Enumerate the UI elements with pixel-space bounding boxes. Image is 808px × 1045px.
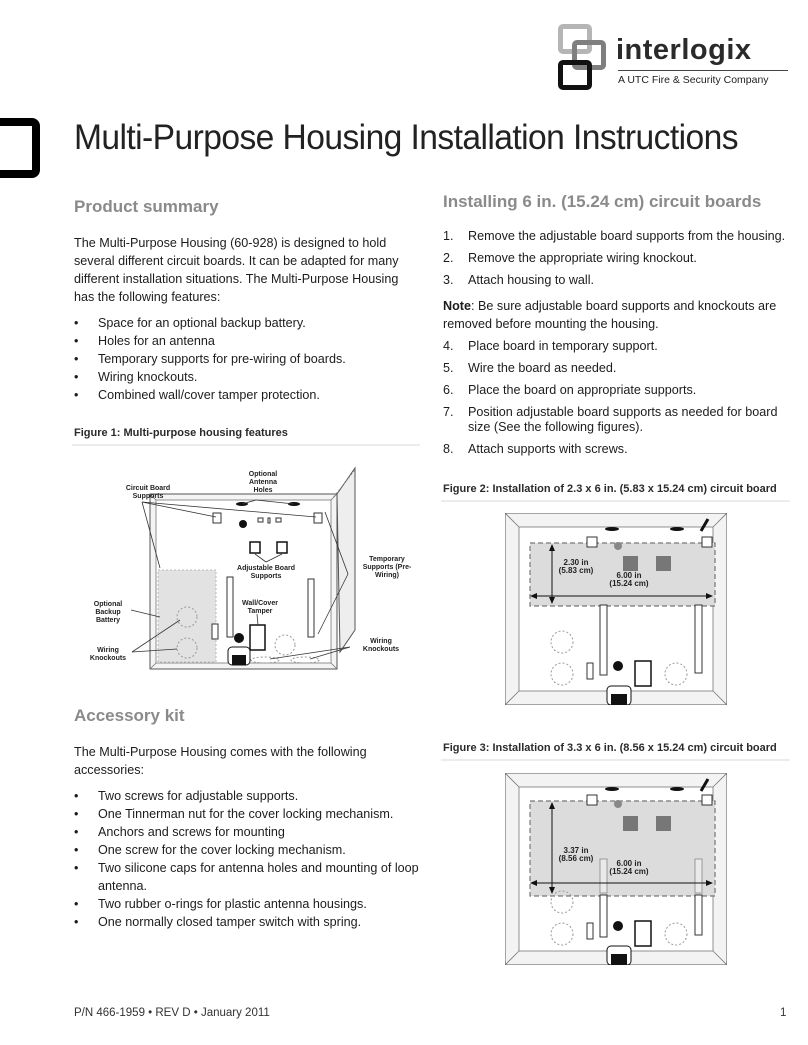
accessory-item: • Two rubber o-rings for plastic antenna housings. (74, 895, 424, 913)
svg-text:Antenna: Antenna (249, 479, 277, 486)
install-step: 5. Wire the board as needed. (443, 361, 617, 375)
accessory-item: • One normally closed tamper switch with spring. (74, 913, 424, 931)
logo-brand: interlogix (616, 34, 752, 66)
figure3-height-in: 3.37 in (563, 846, 589, 855)
note-text: : Be sure adjustable board supports and knockouts are removed before mounting the housing. (443, 299, 777, 331)
label-antenna-holes: Optional (248, 471, 278, 478)
label-backup-battery: Optional (93, 601, 123, 608)
figure1-housing-diagram (70, 462, 430, 677)
label-wiring-knockouts-right: Wiring (370, 638, 392, 645)
figure2-caption: Figure 2: Installation of 2.3 x 6 in. (5.83 x 15.24 cm) circuit board (443, 483, 777, 495)
feature-item: • Holes for an antenna (74, 332, 422, 350)
figure2-caption-rule (441, 500, 790, 502)
feature-item: • Temporary supports for pre-wiring of boards. (74, 350, 422, 368)
install-step: 4. Place board in temporary support. (443, 339, 658, 353)
install-step: 2. Remove the appropriate wiring knockout. (443, 251, 697, 265)
accessory-item: • One screw for the cover locking mechanism. (74, 841, 424, 859)
figure3-caption: Figure 3: Installation of 3.3 x 6 in. (8.56 x 15.24 cm) circuit board (443, 742, 777, 754)
accessory-item: • Anchors and screws for mounting (74, 823, 424, 841)
figure3-caption-rule (441, 759, 790, 761)
svg-text:Backup: Backup (95, 609, 121, 616)
figure1-caption: Figure 1: Multi-purpose housing features (74, 427, 288, 439)
install-step: 7. Position adjustable board supports as needed for board size (See the following figures). (443, 405, 778, 434)
install-step: 3. Attach housing to wall. (443, 273, 595, 287)
note-label: Note (443, 299, 471, 313)
svg-text:Tamper: Tamper (247, 608, 273, 615)
product-summary-intro: The Multi-Purpose Housing (60-928) is designed to hold several different circuit boards. It can be adapted for many different installation situations. The Multi-Purpose Housing has the following features: (74, 236, 399, 304)
figure3-width-in: 6.00 in (616, 859, 642, 868)
svg-text:Supports: Supports (250, 573, 282, 580)
install-steps-list-b (443, 339, 788, 464)
install-step: 6. Place the board on appropriate supports. (443, 383, 697, 397)
svg-text:Wiring): Wiring) (374, 572, 400, 579)
accessory-list (74, 787, 424, 931)
svg-text:Supports (Pre-: Supports (Pre- (362, 564, 412, 571)
label-wall-cover-tamper: Wall/Cover (242, 600, 278, 607)
installing-heading: Installing 6 in. (15.24 cm) circuit boards (443, 192, 762, 211)
label-circuit-board-supports: Circuit Board (125, 485, 171, 492)
accessory-item: • Two silicone caps for antenna holes and mounting of loop antenna. (74, 859, 424, 895)
figure3-height-cm: (8.56 cm) (558, 854, 594, 863)
feature-item: • Space for an optional backup battery. (74, 314, 422, 332)
logo-square-dark-icon (558, 60, 592, 90)
svg-text:Knockouts: Knockouts (89, 655, 127, 662)
figure3-width-cm: (15.24 cm) (609, 867, 649, 876)
svg-text:Holes: Holes (253, 487, 273, 494)
svg-text:Knockouts: Knockouts (362, 646, 400, 653)
interlogix-logo (556, 22, 796, 94)
install-step: 8. Attach supports with screws. (443, 442, 628, 456)
figure2-height-in: 2.30 in (563, 558, 589, 567)
figure2-width-cm: (15.24 cm) (609, 579, 649, 588)
figure3-board-diagram (505, 773, 727, 965)
label-wiring-knockouts-left: Wiring (97, 647, 119, 654)
install-note (443, 297, 788, 333)
feature-item: • Combined wall/cover tamper protection. (74, 386, 422, 404)
figure2-height-cm: (5.83 cm) (558, 566, 594, 575)
figure2-board-diagram (505, 513, 727, 705)
accessory-kit-intro: The Multi-Purpose Housing comes with the following accessories: (74, 745, 367, 777)
footer-part-number: P/N 466-1959 • REV D • January 2011 (74, 1007, 270, 1019)
logo-tagline: A UTC Fire & Security Company (618, 74, 769, 86)
product-summary-heading: Product summary (74, 197, 219, 216)
page-number: 1 (780, 1007, 787, 1019)
logo-divider (618, 70, 788, 71)
install-step: 1. Remove the adjustable board supports from the housing. (443, 229, 786, 243)
label-adjustable-supports: Adjustable Board (237, 565, 295, 572)
label-temporary-supports: Temporary (369, 556, 405, 563)
section-tab-marker (0, 118, 40, 178)
accessory-kit-heading: Accessory kit (74, 706, 185, 725)
feature-item: • Wiring knockouts. (74, 368, 422, 386)
accessory-item: • Two screws for adjustable supports. (74, 787, 424, 805)
accessory-item: • One Tinnerman nut for the cover locking mechanism. (74, 805, 424, 823)
svg-text:Supports: Supports (132, 493, 164, 500)
svg-text:Battery: Battery (95, 617, 121, 624)
figure1-caption-rule (72, 444, 420, 446)
features-list (74, 314, 422, 404)
install-steps-list-a (443, 229, 788, 295)
figure2-width-in: 6.00 in (616, 571, 642, 580)
page-title: Multi-Purpose Housing Installation Instructions (74, 118, 738, 157)
